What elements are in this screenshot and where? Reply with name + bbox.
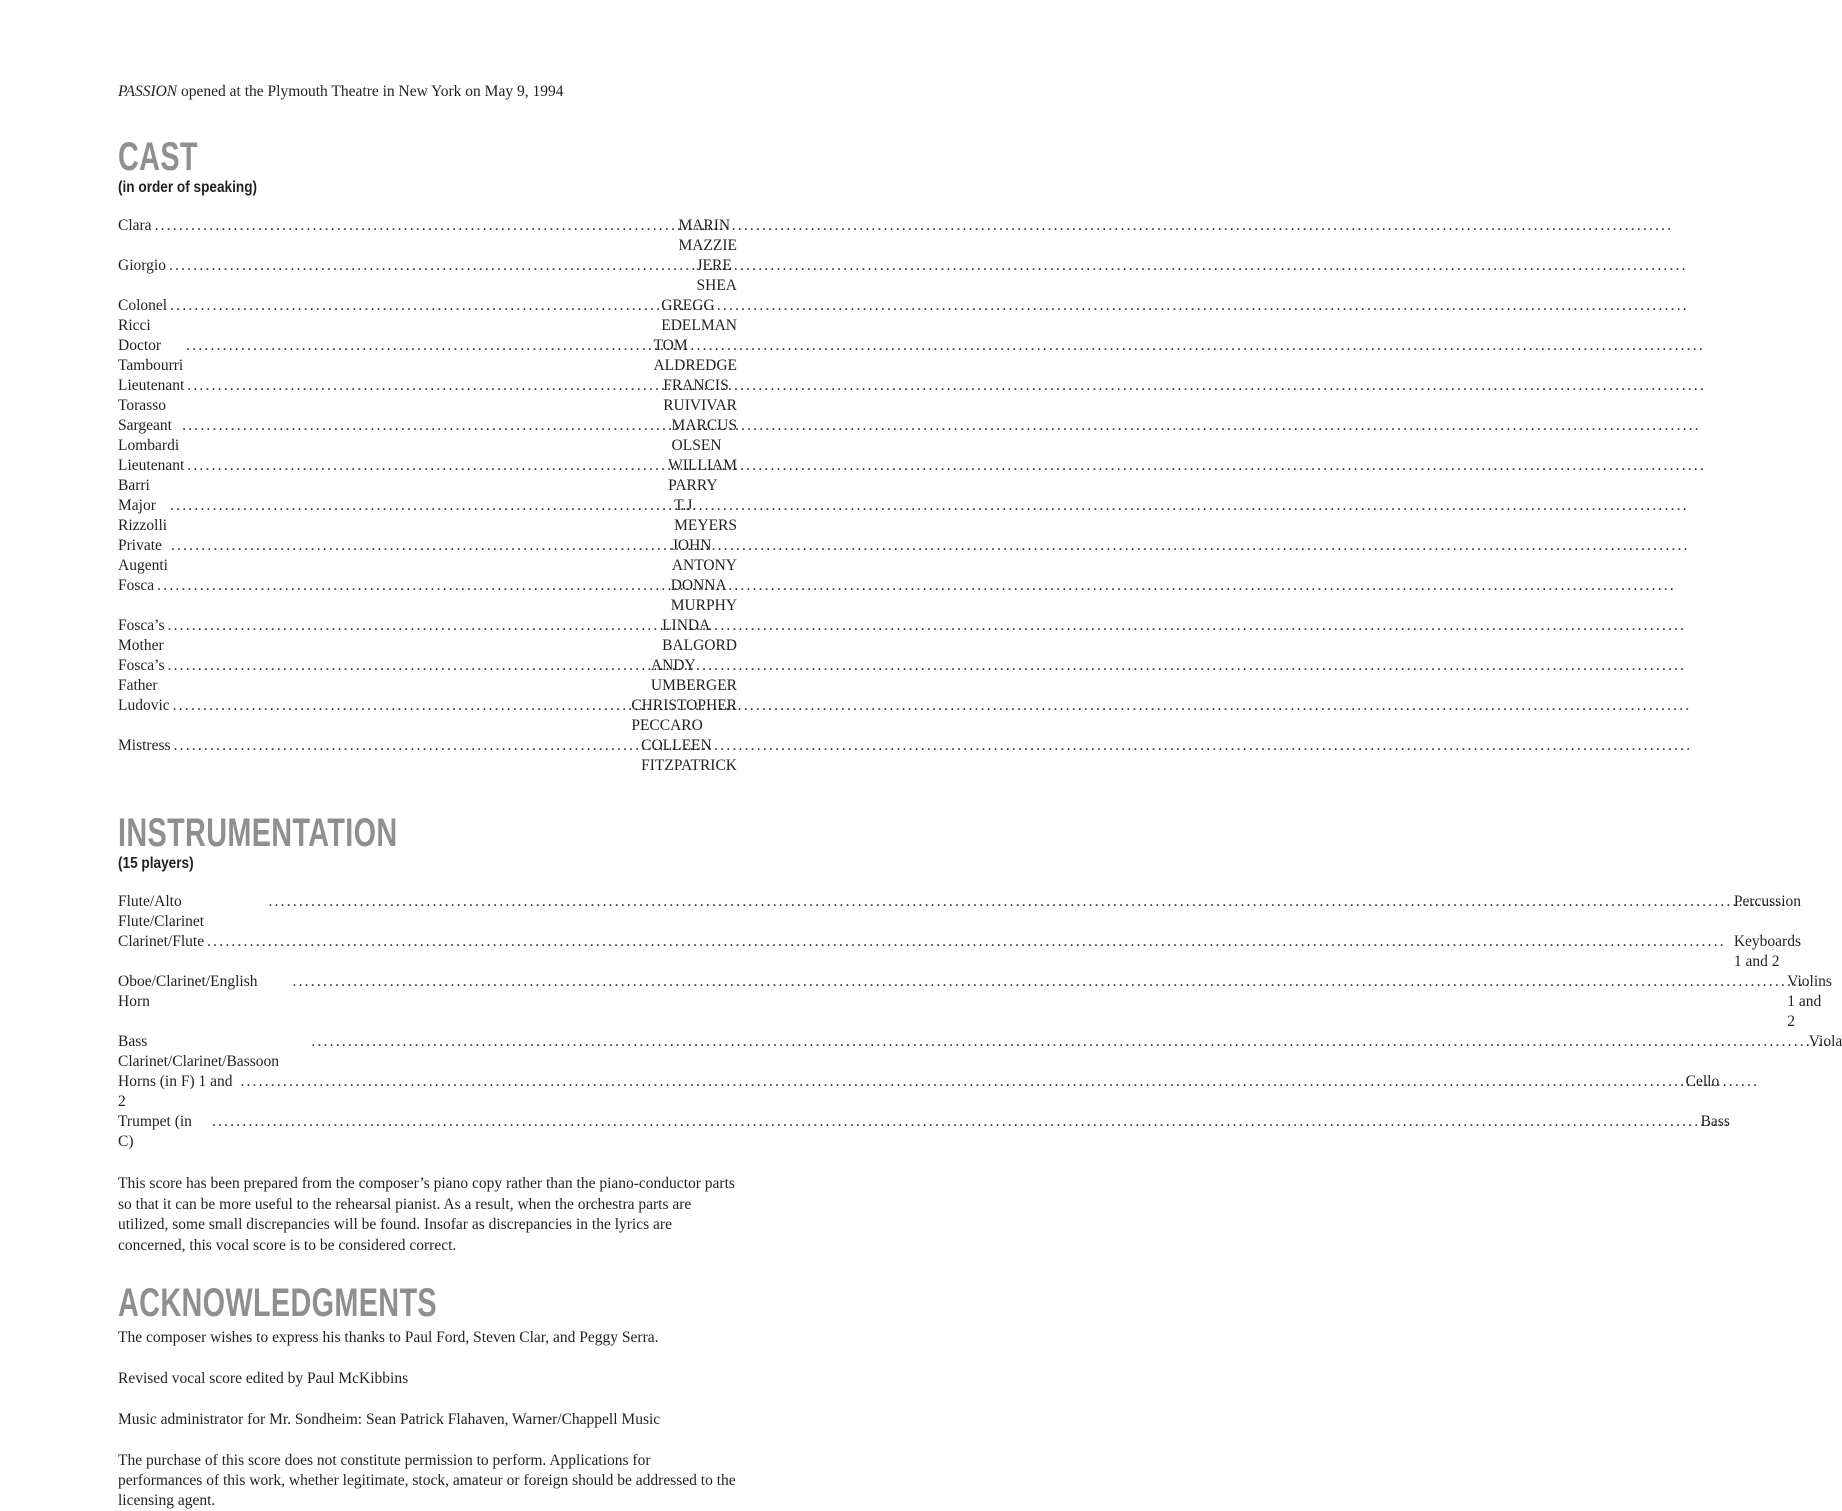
cast-role: Major Rizzolli bbox=[118, 497, 168, 534]
instrumentation-entry-left bbox=[118, 972, 1782, 1012]
cast-actor: MARIN MAZZIE bbox=[678, 217, 737, 254]
cast-entry bbox=[118, 656, 737, 696]
cast-actor: GREGG EDELMAN bbox=[661, 297, 738, 334]
cast-role: Fosca’s Mother bbox=[118, 617, 165, 654]
acknowledgment-paragraph: The purchase of this score does not constitute permission to perform. Applications for performances of this work, whether legitimate, stock, amateur or foreign should be addressed to the licensing agent. bbox=[118, 1452, 736, 1509]
instrument-name: Trumpet (in C) bbox=[118, 1113, 192, 1150]
instrumentation-entry-left bbox=[118, 892, 1729, 932]
instrument-name: Oboe/Clarinet/English Horn bbox=[118, 973, 258, 1010]
dot-leader bbox=[182, 416, 668, 436]
cast-actor: WILLIAM PARRY bbox=[668, 457, 737, 494]
instrument-name: Horns (in F) 1 and 2 bbox=[118, 1073, 233, 1110]
cast-role: Ludovic bbox=[118, 697, 170, 714]
dot-leader bbox=[170, 496, 671, 516]
cast-role: Colonel Ricci bbox=[118, 297, 168, 334]
dot-leader bbox=[311, 1032, 1800, 1052]
instrumentation-subheading: (15 players) bbox=[118, 855, 194, 872]
dot-leader bbox=[168, 616, 660, 636]
cast-entry bbox=[118, 736, 737, 776]
dot-leader bbox=[157, 576, 668, 596]
cast-actor: ANDY UMBERGER bbox=[650, 657, 737, 694]
cast-entry bbox=[118, 296, 737, 336]
instrumentation-entry-left bbox=[118, 1112, 1696, 1152]
dot-leader bbox=[173, 696, 629, 716]
cast-actor: COLLEEN FITZPATRICK bbox=[641, 737, 738, 774]
cast-entry bbox=[118, 376, 737, 416]
premiere-note bbox=[118, 82, 737, 102]
work-title: PASSION bbox=[118, 83, 178, 100]
cast-role: Clara bbox=[118, 217, 152, 234]
cast-entry bbox=[118, 456, 737, 496]
dot-leader bbox=[170, 296, 658, 316]
instrument-counterpart: Percussion bbox=[1733, 893, 1802, 910]
cast-actor: CHRISTOPHER PECCARO bbox=[631, 697, 737, 734]
cast-actor: JOHN ANTONY bbox=[671, 537, 737, 574]
acknowledgments-heading: ACKNOWLEDGMENTS bbox=[118, 1281, 437, 1325]
instrumentation-entry-left bbox=[118, 1072, 1681, 1112]
instrument-counterpart: Bass bbox=[1700, 1113, 1730, 1130]
instrument-name: Bass Clarinet/Clarinet/Bassoon bbox=[118, 1033, 280, 1070]
dot-leader bbox=[268, 892, 1725, 912]
cast-role: Giorgio bbox=[118, 257, 166, 274]
dot-leader bbox=[186, 336, 650, 356]
cast-entry bbox=[118, 616, 737, 656]
instrumentation-list bbox=[118, 892, 1842, 1152]
instrument-name: Flute/Alto Flute/Clarinet bbox=[118, 893, 205, 930]
cast-actor: FRANCIS RUIVIVAR bbox=[663, 377, 737, 414]
cast-list bbox=[118, 216, 737, 776]
instrumentation-entry-left bbox=[118, 1032, 1804, 1072]
dot-leader bbox=[174, 736, 639, 756]
instrument-counterpart: Cello bbox=[1685, 1073, 1720, 1090]
dot-leader bbox=[187, 376, 660, 396]
dot-leader bbox=[240, 1072, 1677, 1092]
cast-role: Private Augenti bbox=[118, 537, 168, 574]
cast-entry bbox=[118, 496, 737, 536]
cast-role: Sargeant Lombardi bbox=[118, 417, 180, 454]
cast-entry bbox=[118, 696, 737, 736]
instrument-counterpart: Viola bbox=[1808, 1033, 1842, 1050]
instrument-counterpart: Keyboards 1 and 2 bbox=[1733, 933, 1802, 970]
cast-actor: T.J. MEYERS bbox=[674, 497, 737, 534]
instrumentation-entry bbox=[118, 892, 1802, 932]
instrumentation-entry bbox=[118, 1072, 1720, 1112]
dot-leader bbox=[212, 1112, 1693, 1132]
premiere-note-text: opened at the Plymouth Theatre in New York on May 9, 1994 bbox=[177, 83, 564, 100]
instrumentation-entry bbox=[118, 1032, 1842, 1072]
instrument-counterpart: Violins 1 and 2 bbox=[1787, 973, 1832, 1030]
instrument-name: Clarinet/Flute bbox=[118, 933, 205, 950]
cast-actor: LINDA BALGORD bbox=[662, 617, 737, 654]
cast-actor: JERE SHEA bbox=[696, 257, 737, 294]
cast-heading: CAST bbox=[118, 135, 198, 179]
cast-subheading: (in order of speaking) bbox=[118, 179, 258, 196]
dot-leader bbox=[171, 536, 669, 556]
instrumentation-heading: INSTRUMENTATION bbox=[118, 811, 398, 855]
instrumentation-entry bbox=[118, 932, 1802, 972]
instrumentation-entry bbox=[118, 972, 1832, 1032]
cast-entry bbox=[118, 576, 737, 616]
cast-entry bbox=[118, 336, 737, 376]
acknowledgments-section bbox=[118, 1281, 737, 1511]
dot-leader bbox=[168, 656, 648, 676]
acknowledgment-paragraph: Music administrator for Mr. Sondheim: Sean Patrick Flahaven, Warner/Chappell Music bbox=[118, 1411, 661, 1428]
cast-role: Doctor Tambourri bbox=[118, 337, 184, 374]
dot-leader bbox=[169, 256, 694, 276]
cast-role: Mistress bbox=[118, 737, 171, 754]
instrumentation-section bbox=[118, 811, 1842, 1256]
cast-entry bbox=[118, 416, 737, 456]
cast-entry bbox=[118, 256, 737, 296]
cast-role: Fosca bbox=[118, 577, 155, 594]
dot-leader bbox=[293, 972, 1780, 992]
score-preparation-note: This score has been prepared from the composer’s piano copy rather than the piano-conductor parts so that it can be more useful to the rehearsal pianist. As a result, when the orchestra parts are utilized, some small discrepancies will be found. Insofar as discrepancies in the lyrics are concerned, this vocal score is to be considered correct. bbox=[118, 1175, 735, 1254]
cast-actor: MARCUS OLSEN bbox=[671, 417, 737, 454]
dot-leader bbox=[207, 932, 1726, 952]
cast-actor: DONNA MURPHY bbox=[670, 577, 738, 614]
cast-actor: TOM ALDREDGE bbox=[653, 337, 738, 374]
cast-role: Lieutenant Barri bbox=[118, 457, 185, 494]
acknowledgment-paragraph: The composer wishes to express his thanks to Paul Ford, Steven Clar, and Peggy Serra. bbox=[118, 1329, 659, 1346]
instrumentation-entry-left bbox=[118, 932, 1729, 952]
dot-leader bbox=[187, 456, 665, 476]
cast-role: Lieutenant Torasso bbox=[118, 377, 185, 414]
dot-leader bbox=[155, 216, 676, 236]
cast-entry bbox=[118, 536, 737, 576]
cast-section bbox=[118, 135, 738, 776]
cast-role: Fosca’s Father bbox=[118, 657, 165, 694]
acknowledgment-paragraph: Revised vocal score edited by Paul McKibbins bbox=[118, 1370, 409, 1387]
instrumentation-entry bbox=[118, 1112, 1730, 1152]
cast-entry bbox=[118, 216, 737, 256]
acknowledgments-paragraphs bbox=[118, 1328, 737, 1511]
